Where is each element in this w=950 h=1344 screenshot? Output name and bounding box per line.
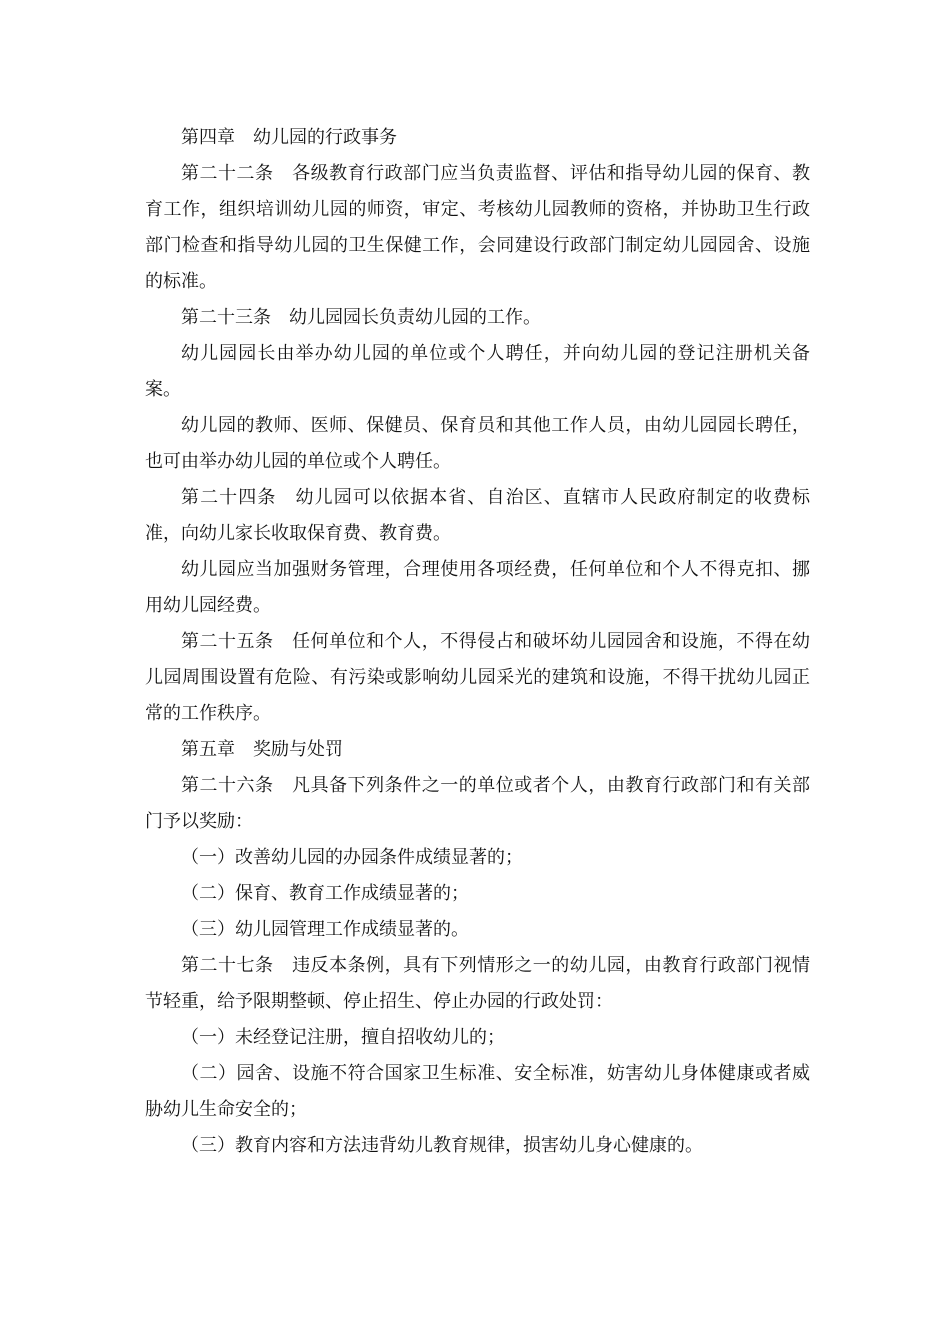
article-27: 第二十七条 违反本条例，具有下列情形之一的幼儿园，由教育行政部门视情节轻重，给予限期整顿、停止招生、停止办园的行政处罚： [145,955,810,1012]
article-23: 第二十三条 幼儿园园长负责幼儿园的工作。 [181,307,541,328]
chapter-heading: 第五章 奖励与处罚 [181,739,343,760]
list-item: （三）教育内容和方法违背幼儿教育规律，损害幼儿身心健康的。 [181,1135,703,1156]
list-item: （二）园舍、设施不符合国家卫生标准、安全标准，妨害幼儿身体健康或者威胁幼儿生命安全的； [145,1063,810,1120]
paragraph: 幼儿园的教师、医师、保健员、保育员和其他工作人员，由幼儿园园长聘任，也可由举办幼儿园的单位或个人聘任。 [145,415,810,472]
article-25: 第二十五条 任何单位和个人，不得侵占和破坏幼儿园园舍和设施，不得在幼儿园周围设置有危险、有污染或影响幼儿园采光的建筑和设施，不得干扰幼儿园正常的工作秩序。 [145,631,810,724]
list-item: （三）幼儿园管理工作成绩显著的。 [181,919,469,940]
document-body [145,120,810,1164]
chapter-heading: 第四章 幼儿园的行政事务 [181,127,397,148]
list-item: （二）保育、教育工作成绩显著的； [181,883,469,904]
paragraph: 幼儿园应当加强财务管理，合理使用各项经费，任何单位和个人不得克扣、挪用幼儿园经费。 [145,559,810,616]
article-22: 第二十二条 各级教育行政部门应当负责监督、评估和指导幼儿园的保育、教育工作，组织培训幼儿园的师资，审定、考核幼儿园教师的资格，并协助卫生行政部门检查和指导幼儿园的卫生保健工作，会同建设行政部门制定幼儿园园舍、设施的标准。 [145,163,810,292]
paragraph: 幼儿园园长由举办幼儿园的单位或个人聘任，并向幼儿园的登记注册机关备案。 [145,343,810,400]
list-item: （一）未经登记注册，擅自招收幼儿的； [181,1027,505,1048]
article-26: 第二十六条 凡具备下列条件之一的单位或者个人，由教育行政部门和有关部门予以奖励： [145,775,810,832]
list-item: （一）改善幼儿园的办园条件成绩显著的； [181,847,523,868]
article-24: 第二十四条 幼儿园可以依据本省、自治区、直辖市人民政府制定的收费标准，向幼儿家长收取保育费、教育费。 [145,487,810,544]
